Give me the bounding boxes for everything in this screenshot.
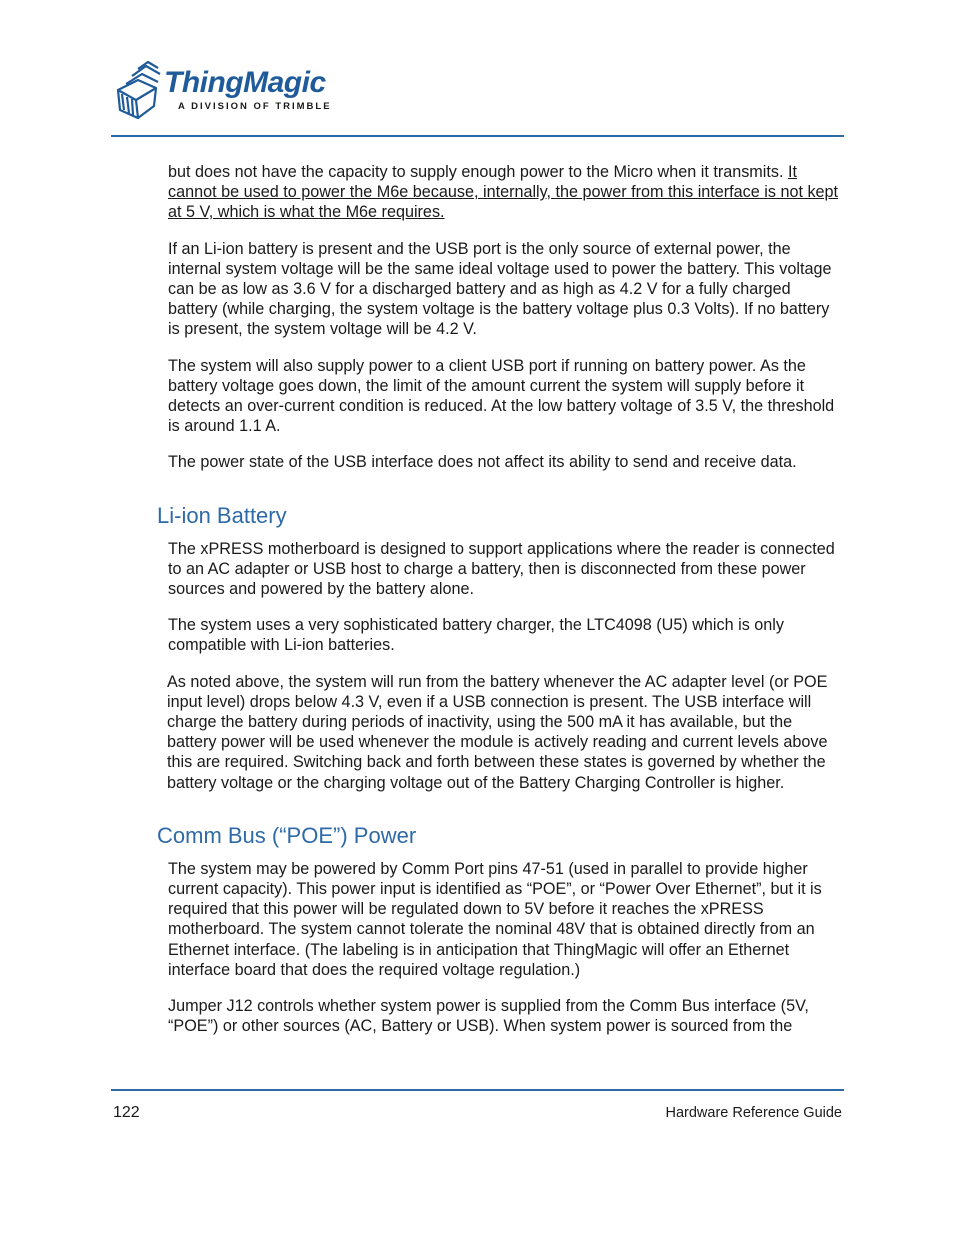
- underlined-note: It cannot be used to power the M6e because, internally, the power from this interface is not kept at 5 V, which is what the M6e requires.: [168, 163, 839, 222]
- paragraph-comm-port-power: The system may be powered by Comm Port pins 47-51 (used in parallel to provide higher current capacity). This power input is identified as “POE”, or “Power Over Ethernet”, but it is required that this power will be regulated down to 5V before it reaches the xPRESS motherboard. The system cannot tolerate the nominal 48V that is obtained directly from an Ethernet interface. (The labeling is in anticipation that ThingMagic will offer an Ethernet interface board that does the required voltage regulation.): [168, 859, 822, 979]
- page-number: 122: [113, 1104, 140, 1121]
- document-title: Hardware Reference Guide: [665, 1105, 842, 1121]
- section-heading-liion: Li-ion Battery: [157, 502, 287, 528]
- paragraph-text: but does not have the capacity to supply enough power to the Micro when it transmits.: [168, 163, 788, 181]
- paragraph-battery-charger: The system uses a very sophisticated battery charger, the LTC4098 (U5) which is only compatible with Li-ion batteries.: [168, 616, 785, 655]
- section-heading-comm-bus: Comm Bus (“POE”) Power: [157, 822, 417, 848]
- thingmagic-logo: [112, 60, 352, 124]
- paragraph-jumper-j12: Jumper J12 controls whether system power is supplied from the Comm Bus interface (5V, “POE”) or other sources (AC, Battery or USB). When system power is sourced from the: [168, 997, 809, 1036]
- paragraph-battery-switching: As noted above, the system will run from the battery whenever the AC adapter level (or POE input level) drops below 4.3 V, even if a USB connection is present. The USB interface will charge the battery during periods of inactivity, using the 500 mA it has available, but the battery power will be used whenever the module is actively reading and current levels above this are required. Switching back and forth between these states is governed by whether the battery voltage or the charging voltage out of the Battery Charging Controller is higher.: [167, 672, 828, 792]
- brand-subtitle: A DIVISION OF TRIMBLE: [178, 101, 332, 112]
- paragraph-usb-capacity: [168, 162, 844, 223]
- paragraph-usb-data: The power state of the USB interface does not affect its ability to send and receive data.: [168, 453, 797, 472]
- paragraph-liion-usb-voltage: If an Li-ion battery is present and the USB port is the only source of external power, the internal system voltage will be the same ideal voltage used to power the battery. This voltage can be as low as 3.6 V for a discharged battery and as high as 4.2 V for a fully charged battery (while charging, the system voltage is the battery voltage plus 0.3 Volts). If no battery is present, the system voltage will be 4.2 V.: [168, 239, 832, 339]
- header-rule: [111, 135, 844, 137]
- page-content: [157, 162, 844, 1053]
- paragraph-motherboard-battery: The xPRESS motherboard is designed to support applications where the reader is connected to an AC adapter or USB host to charge a battery, then is disconnected from these power sources and powered by the battery alone.: [168, 539, 835, 599]
- brand-name: ThingMagic: [164, 66, 326, 99]
- paragraph-client-usb-power: The system will also supply power to a client USB port if running on battery power. As the battery voltage goes down, the limit of the amount current the system will supply before it detects an over-current condition is reduced. At the low battery voltage of 3.5 V, the threshold is around 1.1 A.: [168, 356, 835, 436]
- rfid-tag-icon: [112, 60, 164, 122]
- footer-rule: [111, 1089, 844, 1091]
